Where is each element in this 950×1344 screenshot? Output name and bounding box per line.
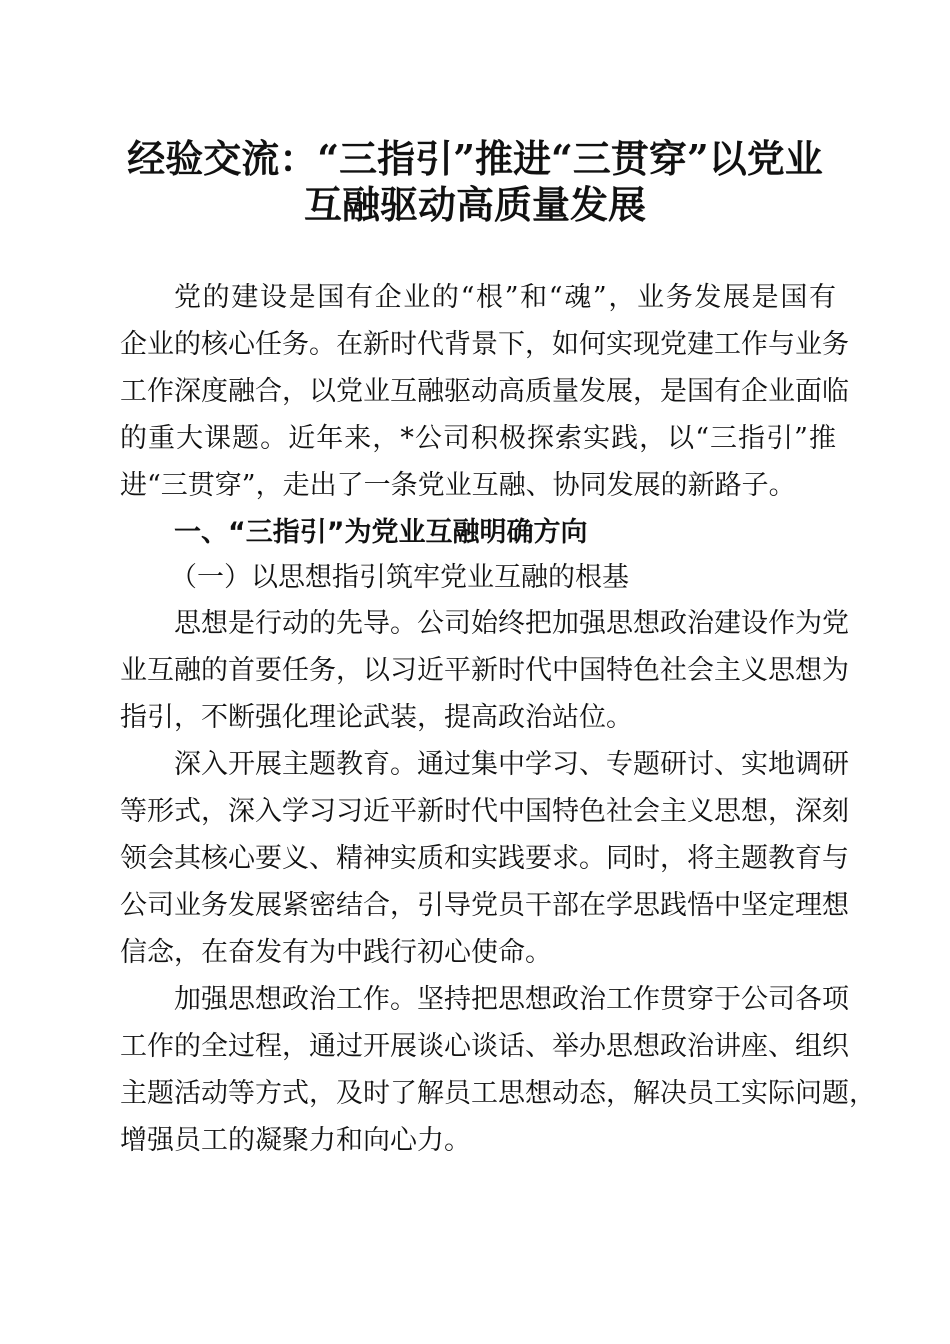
- text-line: 进“三贯穿”，走出了一条党业互融、协同发展的新路子。: [120, 470, 796, 501]
- section-heading: 一、“三指引”为党业互融明确方向: [174, 517, 588, 548]
- title-line: 互融驱动高质量发展: [303, 182, 646, 227]
- document-title: [0, 136, 950, 228]
- text-line: 公司业务发展紧密结合，引导党员干部在学思践悟中坚定理想: [120, 890, 849, 921]
- text-line: 信念，在奋发有为中践行初心使命。: [120, 937, 552, 968]
- text-line: 主题活动等方式，及时了解员工思想动态，解决员工实际问题，: [120, 1078, 876, 1109]
- text-line: 加强思想政治工作。坚持把思想政治工作贯穿于公司各项: [174, 984, 849, 1015]
- document-body: [120, 274, 876, 1164]
- subsection-heading: （一）以思想指引筑牢党业互融的根基: [170, 562, 629, 593]
- text-line: 增强员工的凝聚力和向心力。: [120, 1125, 471, 1156]
- paragraph: [120, 976, 876, 1164]
- text-line: 的重大课题。近年来，*公司积极探索实践，以“三指引”推: [120, 423, 836, 454]
- text-line: 工作深度融合，以党业互融驱动高质量发展，是国有企业面临: [120, 376, 849, 407]
- text-line: 等形式，深入学习习近平新时代中国特色社会主义思想，深刻: [120, 796, 849, 827]
- text-line: 深入开展主题教育。通过集中学习、专题研讨、实地调研: [174, 749, 849, 780]
- paragraph: [120, 600, 849, 741]
- text-line: 业互融的首要任务，以习近平新时代中国特色社会主义思想为: [120, 655, 849, 686]
- text-line: 党的建设是国有企业的“根”和“魂”，业务发展是国有: [174, 282, 836, 313]
- title-line: 经验交流：“三指引”推进“三贯穿”以党业: [127, 136, 823, 181]
- text-line: 领会其核心要义、精神实质和实践要求。同时，将主题教育与: [120, 843, 849, 874]
- text-line: 思想是行动的先导。公司始终把加强思想政治建设作为党: [174, 608, 849, 639]
- text-line: 工作的全过程，通过开展谈心谈话、举办思想政治讲座、组织: [120, 1031, 849, 1062]
- paragraph-intro: [120, 274, 849, 509]
- paragraph: [120, 741, 849, 976]
- text-line: 企业的核心任务。在新时代背景下，如何实现党建工作与业务: [120, 329, 849, 360]
- text-line: 指引，不断强化理论武装，提高政治站位。: [120, 702, 633, 733]
